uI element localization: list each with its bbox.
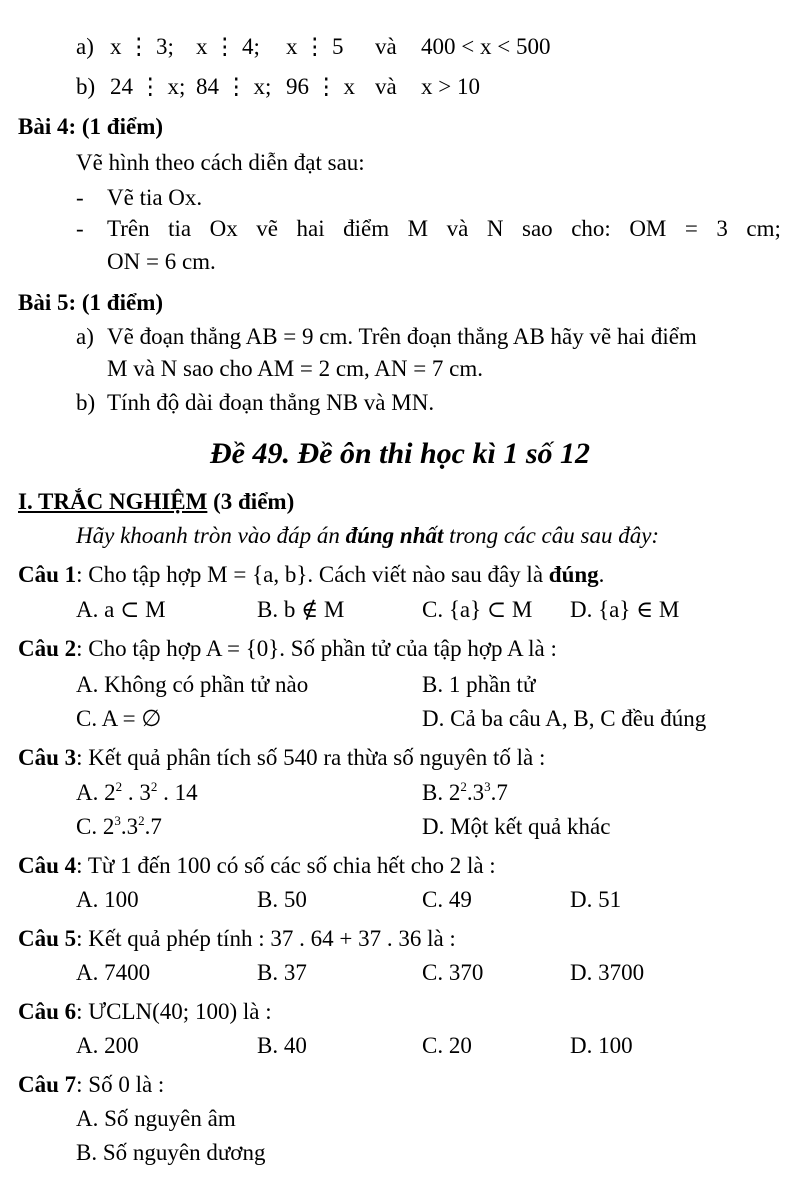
q5-stem [18, 927, 456, 950]
bai4-step-1: Vẽ tia Ox. [107, 185, 203, 210]
q3b-range: x > 10 [421, 74, 480, 99]
q6-option-a: A. 200 [76, 1033, 139, 1058]
bai4-intro: Vẽ hình theo cách diễn đạt sau: [76, 150, 365, 175]
q2-label: Câu 2 [18, 636, 77, 661]
q6-option-b: B. 40 [257, 1033, 307, 1058]
q3-text: : Kết quả phân tích số 540 ra thừa số nguyên tố là : [76, 745, 546, 770]
bai4-step-2-word: Trên [107, 216, 150, 241]
q3b-cond-1: 24 ⋮ x; [110, 74, 186, 99]
q1-option-b: B. b ∉ M [257, 597, 345, 622]
q4-text: : Từ 1 đến 100 có số các số chia hết cho 2 là : [76, 853, 496, 878]
q3a-cond-3: x ⋮ 5 [286, 34, 344, 59]
section-label: I. TRẮC NGHIỆM [18, 489, 208, 514]
bai4-step-2-word: tia [168, 216, 192, 241]
q2-stem [18, 637, 557, 660]
instruction [76, 524, 659, 547]
q3a-range: 400 < x < 500 [421, 34, 551, 59]
q7-option-b: B. Số nguyên dương [76, 1140, 266, 1165]
bai5-b-label: b) [76, 390, 96, 415]
q2-option-a: A. Không có phần tử nào [76, 672, 309, 697]
q5-option-d: D. 3700 [570, 960, 645, 985]
exam-title: Đề 49. Đề ôn thi học kì 1 số 12 [209, 437, 590, 470]
bai5-b-text: Tính độ dài đoạn thẳng NB và MN. [107, 390, 435, 415]
q1-option-d: D. {a} ∈ M [570, 597, 680, 622]
q3b-cond-2: 84 ⋮ x; [196, 74, 272, 99]
bai4-step-2-word: OM [629, 216, 667, 241]
q7-text: : Số 0 là : [76, 1072, 165, 1097]
bai4-step-2-word: hai [296, 216, 325, 241]
bai4-step-2-cont: ON = 6 cm. [107, 249, 216, 274]
q1-label: Câu 1 [18, 562, 77, 587]
bai4-step-2-word: 3 [716, 216, 728, 241]
q3-option-b: B. $2^2.3^3.7$ [422, 779, 508, 805]
q6-label: Câu 6 [18, 999, 77, 1024]
q2-text: : Cho tập hợp A = {0}. Số phần tử của tập hợp A là : [76, 636, 557, 661]
q3a-and: và [375, 34, 397, 59]
q5-label: Câu 5 [18, 926, 77, 951]
q3-stem [18, 746, 545, 769]
bai4-step-2-word: N [486, 216, 504, 241]
bai5-a-label: a) [76, 324, 94, 349]
q5-option-c: C. 370 [422, 960, 484, 985]
bai4-dash-1: - [76, 185, 84, 210]
bai4-heading: Bài 4: (1 điểm) [18, 114, 164, 139]
q5-option-a: A. 7400 [76, 960, 151, 985]
q2-option-c: C. A = ∅ [76, 706, 162, 731]
q5-option-b: B. 37 [257, 960, 307, 985]
instruction-post: trong các câu sau đây: [443, 523, 660, 548]
bai5-a-text-2: M và N sao cho AM = 2 cm, AN = 7 cm. [107, 356, 484, 381]
bai4-step-2 [107, 217, 781, 240]
q4-option-d: D. 51 [570, 887, 622, 912]
q3a-cond-1: x ⋮ 3; [110, 34, 174, 59]
bai5-heading: Bài 5: (1 điểm) [18, 290, 164, 315]
bai4-dash-2: - [76, 216, 84, 241]
q1-text-bold: đúng [548, 562, 599, 587]
bai4-step-2-word: cho: [571, 216, 611, 241]
q3a-label: a) [76, 34, 94, 59]
q3a-cond-2: x ⋮ 4; [196, 34, 260, 59]
q6-text: : ƯCLN(40; 100) là : [76, 999, 272, 1024]
bai4-step-2-word: = [684, 216, 698, 241]
q6-option-c: C. 20 [422, 1033, 472, 1058]
bai4-step-2-word: điểm [343, 216, 390, 241]
q3-label: Câu 3 [18, 745, 77, 770]
q2-option-b: B. 1 phần tử [422, 672, 536, 697]
q3b-cond-3: 96 ⋮ x [286, 74, 355, 99]
instruction-bold: đúng nhất [345, 523, 444, 548]
bai4-step-2-word: M [407, 216, 429, 241]
q1-option-a: A. a ⊂ M [76, 597, 166, 622]
q7-stem [18, 1073, 164, 1096]
instruction-pre: Hãy khoanh tròn vào đáp án [76, 523, 346, 548]
bai4-step-2-word: sao [522, 216, 553, 241]
q1-text: : Cho tập hợp M = {a, b}. Cách viết nào sau đây là [76, 562, 549, 587]
bai4-step-2-word: cm; [746, 216, 781, 241]
bai4-step-2-word: vẽ [256, 216, 278, 241]
q1-stem [18, 563, 604, 586]
q7-label: Câu 7 [18, 1072, 77, 1097]
q2-option-d: D. Cả ba câu A, B, C đều đúng [422, 706, 707, 731]
q4-stem [18, 854, 496, 877]
section-points: (3 điểm) [213, 489, 295, 514]
bai5-a-text-1: Vẽ đoạn thẳng AB = 9 cm. Trên đoạn thẳng AB hãy vẽ hai điểm [107, 324, 697, 349]
q7-option-a: A. Số nguyên âm [76, 1106, 236, 1131]
bai4-step-2-word: và [446, 216, 469, 241]
section-heading [18, 490, 294, 513]
q3-option-c: C. $2^3.3^2.7$ [76, 813, 162, 839]
q3b-and: và [375, 74, 397, 99]
q6-option-d: D. 100 [570, 1033, 633, 1058]
q4-option-b: B. 50 [257, 887, 307, 912]
q4-label: Câu 4 [18, 853, 77, 878]
q4-option-a: A. 100 [76, 887, 139, 912]
q3b-label: b) [76, 74, 96, 99]
q6-stem [18, 1000, 272, 1023]
bai4-step-2-word: Ox [209, 216, 238, 241]
q4-option-c: C. 49 [422, 887, 472, 912]
q5-text: : Kết quả phép tính : 37 . 64 + 37 . 36 là : [76, 926, 456, 951]
q3-option-d: D. Một kết quả khác [422, 814, 611, 839]
q3-option-a: A. $2^2$ . $3^2$ . 14 [76, 779, 198, 805]
q1-option-c: C. {a} ⊂ M [422, 597, 533, 622]
q1-text-post: . [598, 562, 605, 587]
